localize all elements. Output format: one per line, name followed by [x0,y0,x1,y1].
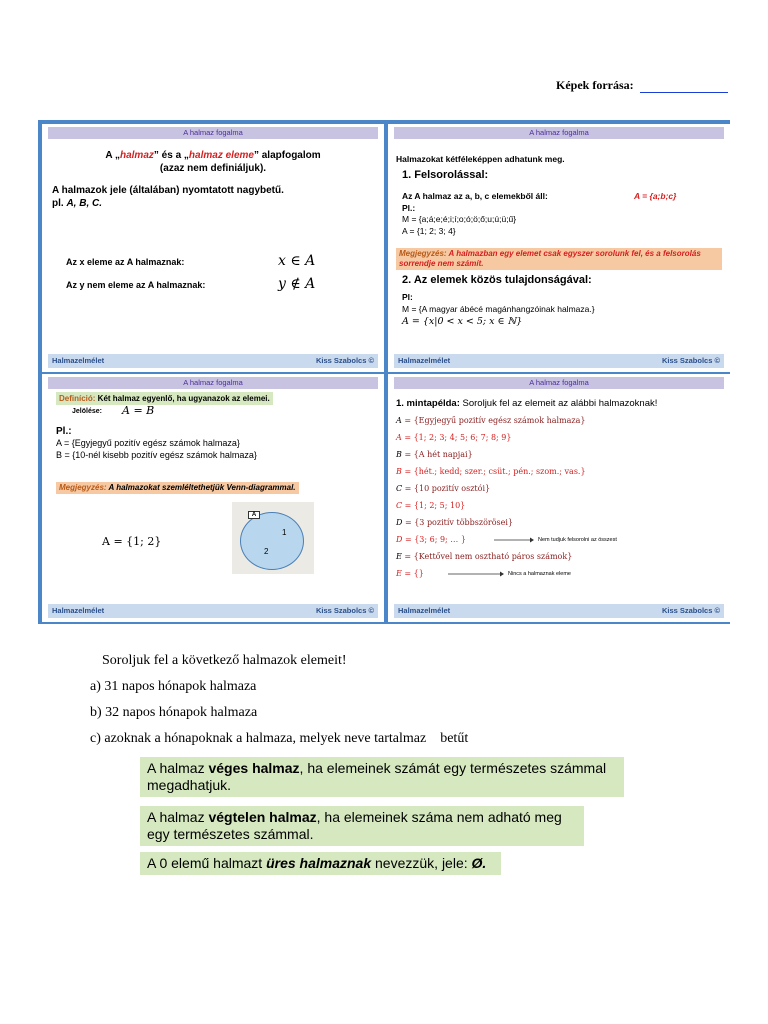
slide3-pl: Pl.: [56,426,72,437]
exercise-a: a) 31 napos hónapok halmaza [90,679,257,694]
slide2-pl: Pl.: [402,203,416,213]
slide4-row-1: A = {Egyjegyű pozitív egész számok halmaza} [396,416,586,425]
slide4-row-3: B = {A hét napjai} [396,450,473,459]
slide2-pl2: Pl: [402,292,413,302]
source-blank-line [640,82,728,93]
venn-element-2: 2 [264,547,269,556]
exercise-b: b) 32 napos hónapok halmaza [90,705,258,720]
slide-footer: Halmazelmélet Kiss Szabolcs © [394,354,724,368]
slide1-line4: pl. A, B, C. [52,198,103,209]
venn-label: A [248,511,260,519]
slide3-set-b: B = {10-nél kisebb pozitív egész számok halmaza} [56,450,257,460]
arrow-right-icon [448,570,504,578]
venn-element-1: 1 [282,528,287,537]
slide2-heading2: 2. Az elemek közös tulajdonságával: [402,274,592,286]
slide-4 [388,374,730,622]
slide2-intro: Halmazokat kétféleképpen adhatunk meg. [396,154,565,164]
slide-1 [42,124,384,372]
slide-title: A halmaz fogalma [48,377,378,389]
slide-grid [38,120,730,624]
arrow-right-icon [494,536,534,544]
slide-3 [42,374,384,622]
slide1-nonelement-text: Az y nem eleme az A halmaznak: [66,280,206,290]
slide-footer: Halmazelmélet Kiss Szabolcs © [48,604,378,618]
slide2-heading1: 1. Felsorolással: [402,169,489,181]
slide4-arrow-note-e: Nincs a halmaznak eleme [508,571,571,577]
slide4-arrow-note-d: Nem tudjuk felsorolni az összest [538,537,617,543]
slide2-set-m: M = {a;á;e;é;i;í;o;ó;ö;ő;u;ú;ü;ű} [402,214,517,224]
slide3-notation-label: Jelölése: [72,408,102,415]
slide3-notation-math: A = B [122,404,155,417]
slide-title: A halmaz fogalma [394,127,724,139]
slide4-title: 1. mintapélda: Soroljuk fel az elemeit az alábbi halmazoknak! [396,398,658,409]
slide2-line1-set: A = {a;b;c} [634,191,677,201]
slide-title: A halmaz fogalma [394,377,724,389]
slide4-row-8: D = {3; 6; 9; … } [396,535,466,544]
slide3-set-a: A = {Egyjegyű pozitív egész számok halmaza} [56,438,240,448]
slide4-row-10: E = {} [396,569,424,578]
slide1-line1: A „halmaz” és a „halmaz eleme” alapfogalom [105,150,321,161]
exercise-intro: Soroljuk fel a következő halmazok elemeit! [102,653,347,668]
definition-empty-set: A 0 elemű halmazt üres halmaznak nevezzük, jele: Ø. [140,852,501,875]
image-source-label: Képek forrása: [556,78,728,93]
slide2-note: Megjegyzés: A halmazban egy elemet csak egyszer sorolunk fel, és a felsorolás sorrendje nem számít. [396,248,722,270]
slide4-row-7: D = {3 pozitív többszörösei} [396,518,514,527]
slide3-note: Megjegyzés: A halmazokat szemléltethetjük Venn-diagrammal. [56,482,299,494]
exercise-block [90,648,469,752]
venn-diagram [232,502,314,574]
slide-footer: Halmazelmélet Kiss Szabolcs © [394,604,724,618]
slide4-row-6: C = {1; 2; 5; 10} [396,501,466,510]
exercise-c: c) azoknak a hónapoknak a halmaza, melyek neve tartalmaz betűt [90,731,469,746]
slide3-set-a-math: A = {1; 2} [102,535,162,548]
slide4-row-5: C = {10 pozitív osztói} [396,484,491,493]
slide4-row-4: B = {hét.; kedd; szer.; csüt.; pén.; szom.; vas.} [396,467,586,476]
slide-title: A halmaz fogalma [48,127,378,139]
slide2-line1: Az A halmaz az a, b, c elemekből áll: [402,191,548,201]
slide1-element-math: x ∈ A [278,253,316,269]
slide1-nonelement-math: y ∉ A [278,276,316,292]
slide4-row-9: E = {Kettővel nem osztható páros számok} [396,552,573,561]
slide3-definition: Definíció: Két halmaz egyenlő, ha ugyanazok az elemei. [56,392,273,405]
slide1-line2: (azaz nem definiáljuk). [159,163,267,174]
definition-infinite-set: A halmaz végtelen halmaz, ha elemeinek száma nem adható meg egy természetes számmal. [140,806,584,846]
slide2-set-m2: M = {A magyar ábécé magánhangzóinak halmaza.} [402,304,595,314]
definition-finite-set: A halmaz véges halmaz, ha elemeinek számát egy természetes számmal megadhatjuk. [140,757,624,797]
slide-2 [388,124,730,372]
venn-circle [240,512,304,570]
slide1-line3: A halmazok jele (általában) nyomtatott nagybetű. [52,185,284,196]
slide1-element-text: Az x eleme az A halmaznak: [66,257,185,267]
slide4-row-2: A = {1; 2; 3; 4; 5; 6; 7; 8; 9} [396,433,512,442]
slide-footer: Halmazelmélet Kiss Szabolcs © [48,354,378,368]
slide2-set-a2: A = {x|0 < x < 5; x ∈ ℕ} [402,316,523,327]
slide2-set-a: A = {1; 2; 3; 4} [402,226,456,236]
